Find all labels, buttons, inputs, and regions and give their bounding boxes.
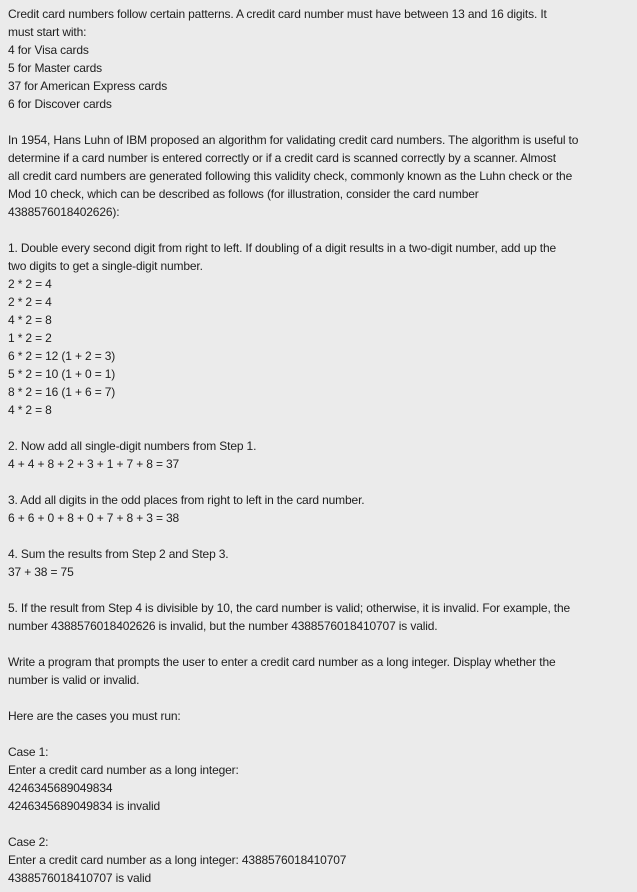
text-line: 3. Add all digits in the odd places from right to left in the card number. [8, 493, 365, 507]
text-line: all credit card numbers are generated following this validity check, commonly known as the Luhn check or the [8, 169, 573, 183]
paragraph-case-1 [8, 743, 629, 815]
text-line: determine if a card number is entered correctly or if a credit card is scanned correctly by a scanner. Almost [8, 151, 556, 165]
text-line: Case 2: [8, 835, 49, 849]
text-line: 5 for Master cards [8, 61, 102, 75]
text-line: 6 * 2 = 12 (1 + 2 = 3) [8, 349, 116, 363]
text-line: 37 for American Express cards [8, 79, 168, 93]
text-line: 4246345689049834 is invalid [8, 799, 161, 813]
text-line: 2 * 2 = 4 [8, 295, 52, 309]
paragraph-task-statement [8, 653, 629, 689]
text-line: 4. Sum the results from Step 2 and Step 3. [8, 547, 229, 561]
paragraph-step-3 [8, 491, 629, 527]
text-line: Enter a credit card number as a long integer: 4388576018410707 [8, 853, 347, 867]
text-line: number is valid or invalid. [8, 673, 140, 687]
text-line: 5 * 2 = 10 (1 + 0 = 1) [8, 367, 116, 381]
text-line: 4 for Visa cards [8, 43, 89, 57]
paragraph-step-1 [8, 239, 629, 419]
text-line: 6 + 6 + 0 + 8 + 0 + 7 + 8 + 3 = 38 [8, 511, 180, 525]
text-line: 2 * 2 = 4 [8, 277, 52, 291]
text-line: must start with: [8, 25, 87, 39]
paragraph-step-5 [8, 599, 629, 635]
text-line: Enter a credit card number as a long integer: [8, 763, 239, 777]
paragraph-step-2 [8, 437, 629, 473]
text-line: 4 + 4 + 8 + 2 + 3 + 1 + 7 + 8 = 37 [8, 457, 180, 471]
paragraph-luhn-history [8, 131, 629, 221]
text-line: 5. If the result from Step 4 is divisible by 10, the card number is valid; otherwise, it is invalid. For example, the [8, 601, 571, 615]
text-line: 4388576018410707 is valid [8, 871, 152, 885]
text-line: 4246345689049834 [8, 781, 113, 795]
text-line: Case 1: [8, 745, 49, 759]
text-line: 4 * 2 = 8 [8, 403, 52, 417]
text-line: Here are the cases you must run: [8, 709, 181, 723]
text-line: 4 * 2 = 8 [8, 313, 52, 327]
text-line: 4388576018402626): [8, 205, 120, 219]
paragraph-step-4 [8, 545, 629, 581]
text-line: 1 * 2 = 2 [8, 331, 52, 345]
text-line: Mod 10 check, which can be described as follows (for illustration, consider the card number [8, 187, 479, 201]
text-line: Credit card numbers follow certain patterns. A credit card number must have between 13 and 16 digits. It [8, 7, 547, 21]
text-line: 2. Now add all single-digit numbers from Step 1. [8, 439, 257, 453]
text-line: Write a program that prompts the user to enter a credit card number as a long integer. Display whether the [8, 655, 556, 669]
text-line: 1. Double every second digit from right to left. If doubling of a digit results in a two-digit number, add up the [8, 241, 557, 255]
text-line: number 4388576018402626 is invalid, but the number 4388576018410707 is valid. [8, 619, 438, 633]
paragraph-card-patterns-intro [8, 5, 629, 113]
text-line: 8 * 2 = 16 (1 + 6 = 7) [8, 385, 116, 399]
paragraph-cases-intro [8, 707, 629, 725]
text-line: 6 for Discover cards [8, 97, 112, 111]
text-line: 37 + 38 = 75 [8, 565, 74, 579]
text-line: two digits to get a single-digit number. [8, 259, 203, 273]
paragraph-case-2 [8, 833, 629, 887]
text-line: In 1954, Hans Luhn of IBM proposed an algorithm for validating credit card numbers. The algorithm is useful to [8, 133, 579, 147]
